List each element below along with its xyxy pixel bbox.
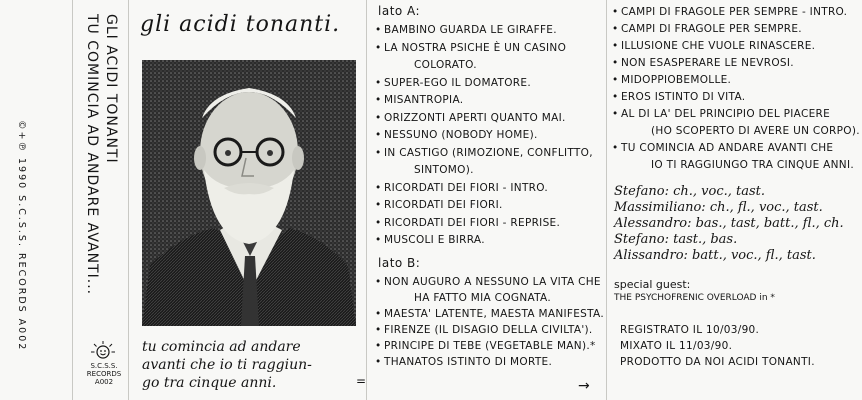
track-title: MISANTROPIA. [384, 94, 464, 106]
track-title-continuation: IO TI RAGGIUNGO TRA CINQUE ANNI. [651, 159, 854, 171]
track-item [375, 145, 593, 180]
track-item [375, 197, 593, 215]
caption-line: tu comincia ad andare [142, 339, 301, 355]
track-item [612, 4, 860, 21]
special-guest-label: special guest: [614, 278, 691, 291]
side-b-tracklist [375, 274, 604, 370]
track-title: TU COMINCIA AD ANDARE AVANTI CHE [621, 142, 834, 154]
smiley-sun-icon [88, 340, 118, 362]
track-title-continuation: HA FATTO MIA COGNATA. [414, 292, 551, 304]
recording-line: REGISTRATO IL 10/03/90. [620, 324, 760, 336]
caption-line: avanti che io ti raggiun- [142, 357, 312, 373]
portrait-photo [142, 60, 356, 326]
track-item [375, 338, 604, 354]
track-title: NON AUGURO A NESSUNO LA VITA CHE [384, 276, 601, 288]
track-title: CAMPI DI FRAGOLE PER SEMPRE. [621, 23, 802, 35]
track-title: CAMPI DI FRAGOLE PER SEMPRE - INTRO. [621, 6, 848, 18]
fold-line [366, 0, 367, 400]
member-credit: Alissandro: batt., voc., fl., tast. [614, 248, 816, 263]
track-item [375, 40, 593, 75]
fold-line [128, 0, 129, 400]
spine-band-name: GLI ACIDI TONANTI [103, 14, 119, 164]
member-credit: Stefano: tast., bas. [614, 232, 738, 247]
member-credit: Massimiliano: ch., fl., voc., tast. [614, 200, 823, 215]
cover-caption [142, 338, 357, 392]
track-title: ORIZZONTI APERTI QUANTO MAI. [384, 111, 566, 124]
track-item [375, 274, 604, 306]
spine-album-title: TU COMINCIA AD ANDARE AVANTI... [84, 14, 100, 296]
track-item [612, 106, 860, 140]
track-item [375, 215, 593, 233]
track-item [612, 21, 860, 38]
track-title: THANATOS ISTINTO DI MORTE. [384, 356, 553, 368]
track-item [375, 127, 593, 145]
track-title: NESSUNO (NOBODY HOME). [384, 129, 538, 141]
track-item [375, 92, 593, 110]
member-credit: Stefano: ch., voc., tast. [614, 184, 765, 199]
track-item [375, 322, 604, 338]
recording-line: MIXATO IL 11/03/90. [620, 340, 733, 352]
track-item [612, 140, 860, 174]
logo-line: A002 [94, 378, 114, 386]
track-title-continuation: SINTOMO). [414, 164, 474, 176]
track-item [612, 55, 860, 72]
fold-line [72, 0, 73, 400]
track-title-continuation: COLORATO. [414, 59, 477, 71]
track-title: IN CASTIGO (RIMOZIONE, CONFLITTO, [384, 146, 593, 159]
special-guest: THE PSYCHOFRENIC OVERLOAD in * [614, 293, 775, 303]
member-credit: Alessandro: bas., tast, batt., fl., ch. [614, 216, 844, 231]
band-members [614, 184, 844, 264]
recording-line: PRODOTTO DA NOI ACIDI TONANTI. [620, 356, 815, 368]
label-logo [82, 362, 126, 386]
track-title: NON ESASPERARE LE NEVROSI. [621, 57, 794, 69]
cover-title: gli acidi tonanti. [140, 12, 341, 37]
track-title: SUPER-EGO IL DOMATORE. [384, 76, 531, 89]
track-title: RICORDATI DEI FIORI - REPRISE. [384, 216, 561, 229]
track-item [612, 38, 860, 55]
track-title: MIDOPPIOBEMOLLE. [621, 74, 732, 86]
spine-copyright: ©+℗ 1990 S.C.S.S. RECORDS A002 [16, 120, 27, 352]
track-title: PRINCIPE DI TEBE (VEGETABLE MAN).* [384, 340, 596, 352]
track-item [375, 354, 604, 370]
track-title: RICORDATI DEI FIORI - INTRO. [384, 181, 549, 194]
side-b-label: lato B: [378, 256, 421, 270]
track-title: MUSCOLI E BIRRA. [384, 234, 485, 246]
side-b-tracklist-continued [612, 4, 860, 174]
track-item [375, 75, 593, 93]
track-item [375, 22, 593, 40]
track-title-continuation: (HO SCOPERTO DI AVERE UN CORPO). [651, 125, 860, 137]
track-title: ILLUSIONE CHE VUOLE RINASCERE. [621, 40, 816, 52]
track-item [375, 110, 593, 128]
track-item [375, 180, 593, 198]
track-item [612, 72, 860, 89]
fold-line [606, 0, 607, 400]
track-title: LA NOSTRA PSICHE È UN CASINO [384, 41, 567, 54]
equal-mark: = [356, 374, 367, 388]
caption-line: go tra cinque anni. [142, 375, 277, 391]
recording-info [620, 322, 815, 370]
track-title: MAESTA' LATENTE, MAESTA MANIFESTA. [384, 308, 604, 320]
track-item [375, 306, 604, 322]
track-item [375, 232, 593, 250]
arrow-right-icon: → [578, 378, 590, 394]
track-title: AL DI LA' DEL PRINCIPIO DEL PIACERE [621, 108, 831, 120]
logo-line: RECORDS [86, 370, 122, 378]
track-item [612, 89, 860, 106]
logo-line: S.C.S.S. [90, 362, 118, 370]
track-title: FIRENZE (IL DISAGIO DELLA CIVILTA'). [384, 324, 593, 336]
track-title: BAMBINO GUARDA LE GIRAFFE. [384, 24, 557, 36]
track-title: EROS ISTINTO DI VITA. [621, 91, 746, 103]
side-a-tracklist [375, 22, 593, 250]
side-a-label: lato A: [378, 4, 421, 18]
track-title: RICORDATI DEI FIORI. [384, 199, 503, 211]
